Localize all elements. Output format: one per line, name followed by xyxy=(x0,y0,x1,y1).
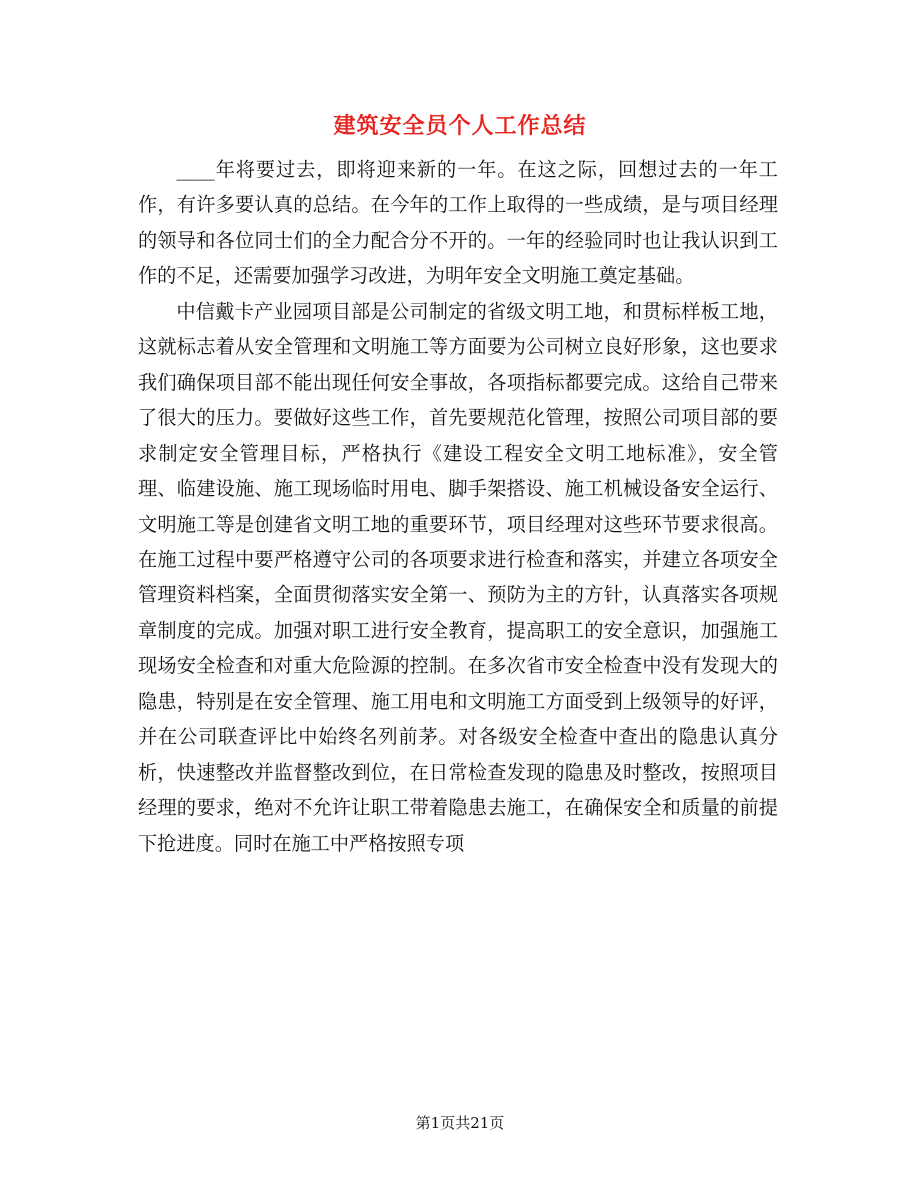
paragraph-intro: ____年将要过去，即将迎来新的一年。在这之际，回想过去的一年工作，有许多要认真的总结。在今年的工作上取得的一些成绩，是与项目经理的领导和各位同士们的全力配合分不开的。一年的经验同时也让我认识到工作的不足，还需要加强学习改进，为明年安全文明施工奠定基础。 xyxy=(138,158,778,288)
document-body xyxy=(138,152,778,861)
paragraph-project: 中信戴卡产业园项目部是公司制定的省级文明工地，和贯标样板工地，这就标志着从安全管理和文明施工等方面要为公司树立良好形象，这也要求我们确保项目部不能出现任何安全事故，各项指标都要完成。这给自己带来了很大的压力。要做好这些工作，首先要规范化管理，按照公司项目部的要求制定安全管理目标，严格执行《建设工程安全文明工地标准》，安全管理、临建设施、施工现场临时用电、脚手架搭设、施工机械设备安全运行、文明施工等是创建省文明工地的重要环节，项目经理对这些环节要求很高。在施工过程中要严格遵守公司的各项要求进行检查和落实，并建立各项安全管理资料档案，全面贯彻落实安全第一、预防为主的方针，认真落实各项规章制度的完成。加强对职工进行安全教育，提高职工的安全意识，加强施工现场安全检查和对重大危险源的控制。在多次省市安全检查中没有发现大的隐患，特别是在安全管理、施工用电和文明施工方面受到上级领导的好评，并在公司联查评比中始终名列前茅。对各级安全检查中查出的隐患认真分析，快速整改并监督整改到位，在日常检查发现的隐患及时整改，按照项目经理的要求，绝对不允许让职工带着隐患去施工，在确保安全和质量的前提下抢进度。同时在施工中严格按照专项 xyxy=(138,299,778,855)
page-number-footer: 第1页共21页 xyxy=(415,1114,505,1132)
document-title: 建筑安全员个人工作总结 xyxy=(333,113,587,139)
